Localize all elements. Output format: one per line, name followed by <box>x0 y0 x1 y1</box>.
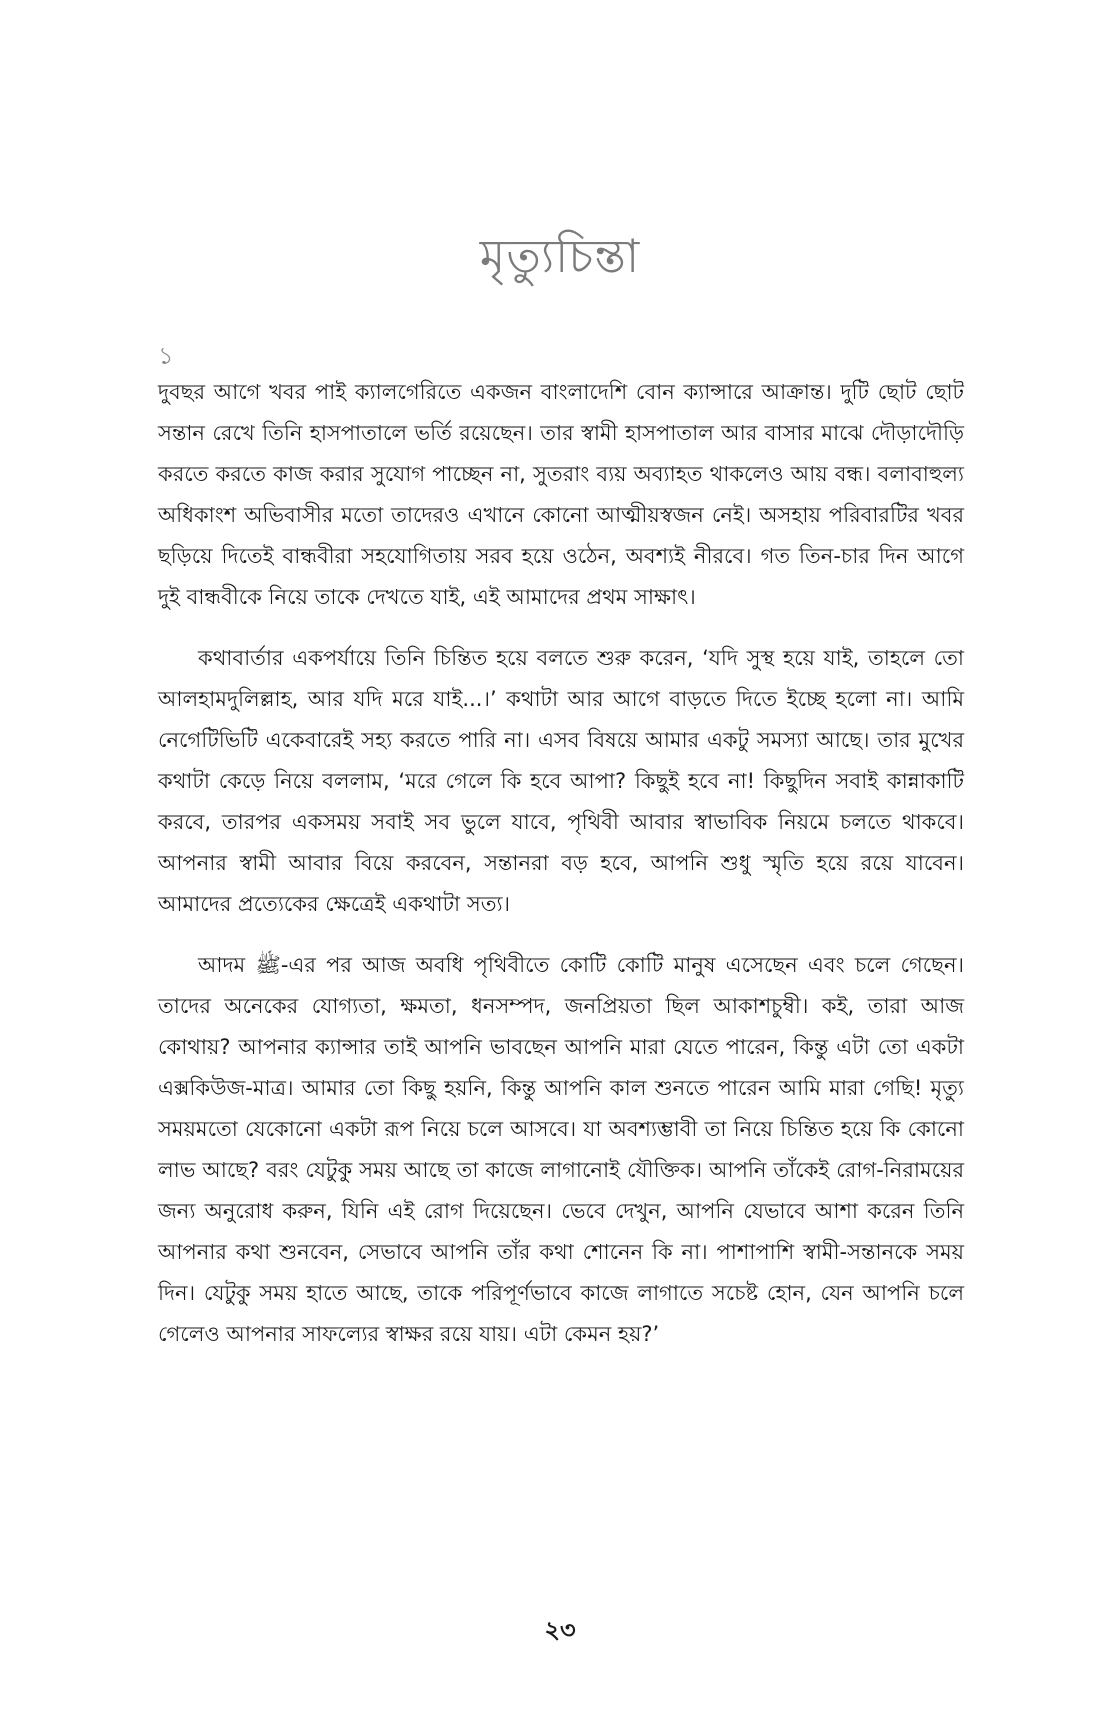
page-number: ২৩ <box>544 1616 576 1644</box>
chapter-title: মৃত্যুচিন্তা <box>479 229 641 283</box>
paragraph-2: কথাবার্তার একপর্যায়ে তিনি চিন্তিত হয়ে বলতে শুরু করেন, ‘যদি সুস্থ হয়ে যাই, তাহলে তো আলহামদুলিল্লাহ, আর যদি মরে যাই...।’ কথাটা আর আগে বাড়তে দিতে ইচ্ছে হলো না। আমি নেগেটিভিটি একেবারেই সহ্য করতে পারি না। এসব বিষয়ে আমার একটু সমস্যা আছে। তার মুখের কথাটা কেড়ে নিয়ে বললাম, ‘মরে গেলে কি হবে আপা? কিছুই হবে না! কিছুদিন সবাই কান্নাকাটি করবে, তারপর একসময় সবাই সব ভুলে যাবে, পৃথিবী আবার স্বাভাবিক নিয়মে চলতে থাকবে। আপনার স্বামী আবার বিয়ে করবেন, সন্তানরা বড় হবে, আপনি শুধু স্মৃতি হয়ে রয়ে যাবেন। আমাদের প্রত্যেকের ক্ষেত্রেই একথাটা সত্য। <box>158 646 964 916</box>
paragraph-1: দুবছর আগে খবর পাই ক্যালগেরিতে একজন বাংলাদেশি বোন ক্যান্সারে আক্রান্ত। দুটি ছোট ছোট সন্তান রেখে তিনি হাসপাতালে ভর্তি রয়েছেন। তার স্বামী হাসপাতাল আর বাসার মাঝে দৌড়াদৌড়ি করতে করতে কাজ করার সুযোগ পাচ্ছেন না, সুতরাং ব্যয় অব্যাহত থাকলেও আয় বন্ধ। বলাবাহুল্য অধিকাংশ অভিবাসীর মতো তাদেরও এখানে কোনো আত্মীয়স্বজন নেই। অসহায় পরিবারটির খবর ছড়িয়ে দিতেই বান্ধবীরা সহযোগিতায় সরব হয়ে ওঠেন, অবশ্যই নীরবে। গত তিন-চার দিন আগে দুই বান্ধবীকে নিয়ে তাকে দেখতে যাই, এই আমাদের প্রথম সাক্ষাৎ। <box>158 380 964 609</box>
body-text <box>158 372 964 1375</box>
section-number: ১ <box>158 342 174 370</box>
paragraph-3: আদম ﷺ-এর পর আজ অবধি পৃথিবীতে কোটি কোটি মানুষ এসেছেন এবং চলে গেছেন। তাদের অনেকের যোগ্যতা, ক্ষমতা, ধনসম্পদ, জনপ্রিয়তা ছিল আকাশচুম্বী। কই, তারা আজ কোথায়? আপনার ক্যান্সার তাই আপনি ভাবছেন আপনি মারা যেতে পারেন, কিন্তু এটা তো একটা এক্সকিউজ-মাত্র। আমার তো কিছু হয়নি, কিন্তু আপনি কাল শুনতে পারেন আমি মারা গেছি! মৃত্যু সময়মতো যেকোনো একটা রূপ নিয়ে চলে আসবে। যা অবশ্যম্ভাবী তা নিয়ে চিন্তিত হয়ে কি কোনো লাভ আছে? বরং যেটুকু সময় আছে তা কাজে লাগানোই যৌক্তিক। আপনি তাঁকেই রোগ-নিরাময়ের জন্য অনুরোধ করুন, যিনি এই রোগ দিয়েছেন। ভেবে দেখুন, আপনি যেভাবে আশা করেন তিনি আপনার কথা শুনবেন, সেভাবে আপনি তাঁর কথা শোনেন কি না। পাশাপাশি স্বামী-সন্তানকে সময় দিন। যেটুকু সময় হাতে আছে, তাকে পরিপূর্ণভাবে কাজে লাগাতে সচেষ্ট হোন, যেন আপনি চলে গেলেও আপনার সাফল্যের স্বাক্ষর রয়ে যায়। এটা কেমন হয়?’ <box>158 953 964 1346</box>
